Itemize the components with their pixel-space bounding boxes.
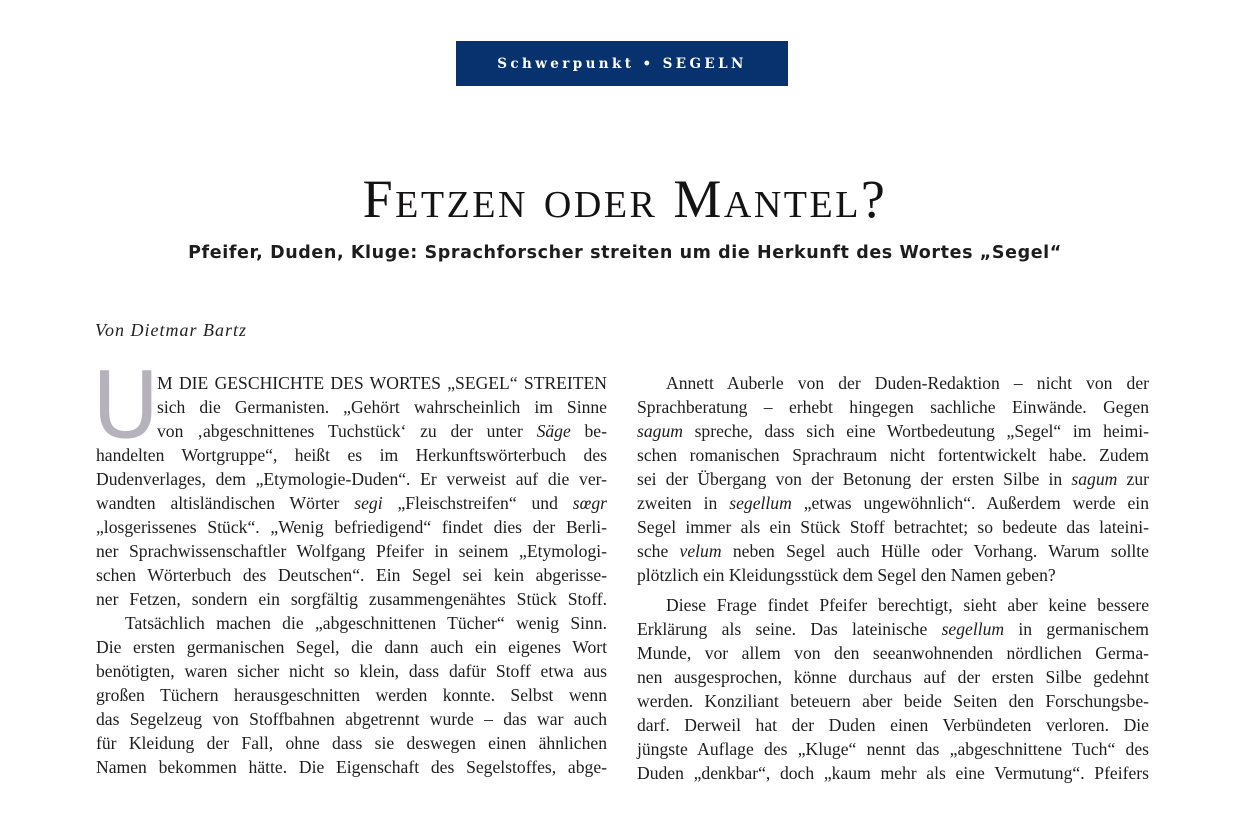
section-kicker-banner	[456, 41, 788, 86]
text-line: jüngste Auflage des „Kluge“ nennt das „abgeschnittene Tuch“ des	[637, 739, 1149, 759]
text-line: sich die Germanisten. „Gehört wahrscheinlich im Sinne	[157, 397, 607, 417]
text-line: darf. Derweil hat der Duden einen Verbündeten verloren. Die	[637, 715, 1149, 735]
text-line: für Kleidung der Fall, ohne dass sie deswegen einen ähnlichen	[96, 733, 607, 753]
article-byline: Von Dietmar Bartz	[95, 320, 247, 340]
text-line: zweiten in segellum „etwas ungewöhnlich“. Außerdem werde ein	[637, 493, 1149, 513]
text-line: Die ersten germanischen Segel, die dann auch ein eigenes Wort	[96, 637, 607, 657]
text-line: Sprachberatung – erhebt hingegen sachliche Einwände. Gegen	[637, 397, 1149, 417]
text-line: Duden „denkbar“, doch „kaum mehr als eine Vermutung“. Pfeifers	[637, 763, 1149, 783]
text-line: Diese Frage findet Pfeifer berechtigt, sieht aber keine bessere	[666, 595, 1149, 615]
text-line: plötzlich ein Kleidungsstück dem Segel den Namen geben?	[637, 565, 1056, 585]
text-line: das Segelzeug von Stoffbahnen abgetrennt wurde – das war auch	[96, 709, 607, 729]
text-line: Munde, vor allem von den seeanwohnenden nördlichen Germa-	[637, 643, 1149, 663]
section-kicker-label: Schwerpunkt • SEGELN	[497, 55, 747, 72]
text-line: Dudenverlages, dem „Etymologie-Duden“. Er verweist auf die ver-	[96, 469, 607, 489]
text-line: Annett Auberle von der Duden-Redaktion – nicht von der	[666, 373, 1149, 393]
text-line: Segel immer als ein Stück Stoff betrachtet; so bedeute das lateini-	[637, 517, 1149, 537]
drop-cap: U	[92, 352, 160, 459]
text-line: großen Tüchern herausgeschnitten werden konnte. Selbst wenn	[96, 685, 607, 705]
text-line: schen Wörterbuch des Deutschen“. Ein Segel sei kein abgerisse-	[96, 565, 607, 585]
text-line: wandten altisländischen Wörter segi „Fleischstreifen“ und sœgr	[96, 493, 607, 513]
text-line: handelten Wortgruppe“, heißt es im Herkunftswörterbuch des	[96, 445, 607, 465]
article-subtitle: Pfeifer, Duden, Kluge: Sprachforscher streiten um die Herkunft des Wortes „Segel“	[188, 243, 1062, 263]
text-line: Namen bekommen hätte. Die Eigenschaft des Segelstoffes, abge-	[96, 757, 607, 777]
article-title: Fetzen oder Mantel?	[362, 169, 888, 229]
text-line: sagum spreche, dass sich eine Wortbedeutung „Segel“ im heimi-	[637, 421, 1149, 441]
text-line: „losgerissenes Stück“. „Wenig befriedigend“ findet dies der Berli-	[96, 517, 607, 537]
text-line: sche velum neben Segel auch Hülle oder Vorhang. Warum sollte	[637, 541, 1149, 561]
text-line: Erklärung als seine. Das lateinische segellum in germanischem	[637, 619, 1149, 639]
text-line: sei der Übergang von der Betonung der ersten Silbe in sagum zur	[637, 469, 1149, 489]
text-line: M DIE GESCHICHTE DES WORTES „SEGEL“ STREITEN	[157, 373, 607, 393]
text-line: von ‚abgeschnittenes Tuchstück‘ zu der unter Säge be-	[157, 421, 607, 441]
text-line: nen ausgesprochen, könne durchaus auf der ersten Silbe gedehnt	[637, 667, 1149, 687]
text-line: werden. Konziliant beteuern aber beide Seiten den Forschungsbe-	[637, 691, 1149, 711]
text-line: ner Sprachwissenschaftler Wolfgang Pfeifer in seinem „Etymologi-	[96, 541, 607, 561]
text-line: benötigten, waren sicher nicht so klein, dass dafür Stoff etwa aus	[96, 661, 607, 681]
text-line: ner Fetzen, sondern ein sorgfältig zusammengenähtes Stück Stoff.	[96, 589, 607, 609]
text-line: schen romanischen Sprachraum nicht fortentwickelt habe. Zudem	[637, 445, 1149, 465]
text-line: Tatsächlich machen die „abgeschnittenen Tücher“ wenig Sinn.	[125, 613, 607, 633]
